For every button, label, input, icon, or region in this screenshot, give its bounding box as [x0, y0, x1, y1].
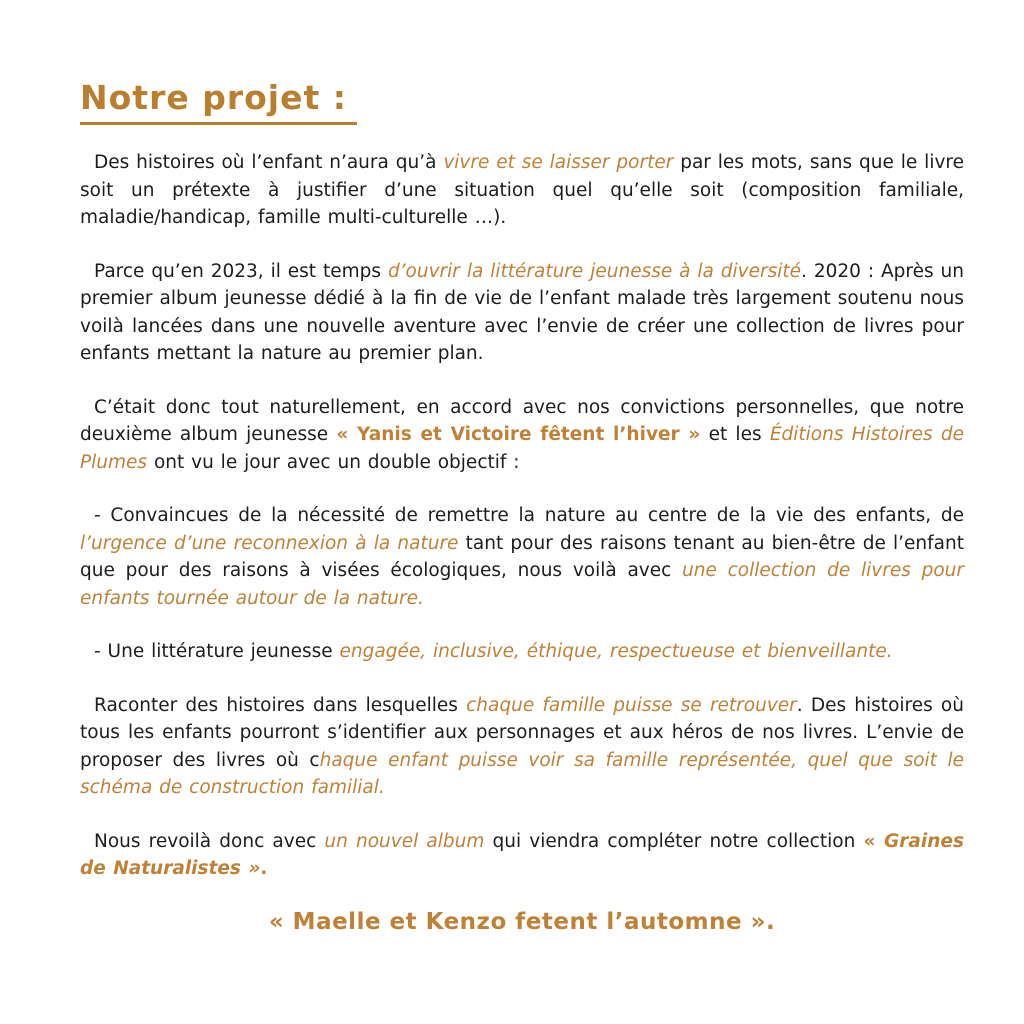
text-segment: ont vu le jour avec un double objectif :	[147, 451, 520, 473]
text-segment: tant pour des raisons tenant au bien-être de l’enfant que pour des raisons à visées écologiques, nous voilà avec	[80, 532, 964, 582]
closing-line: « Maelle et Kenzo fetent l’automne ».	[268, 908, 776, 935]
text-segment: qui viendra compléter notre collection	[484, 830, 864, 852]
document-content	[80, 80, 964, 935]
text-segment: Des histoires où l’enfant n’aura qu’à	[94, 152, 444, 174]
page-title: Notre projet :	[80, 80, 357, 125]
paragraph	[80, 258, 964, 368]
paragraph	[80, 394, 964, 477]
paragraph	[80, 638, 964, 666]
text-segment: par les mots, sans que le livre soit un prétexte à justifier d’une situation quel qu’elle soit (composition familiale, maladie/handicap, famille multi-culturelle …).	[80, 152, 964, 229]
text-segment: haque enfant puisse voir sa famille représentée, quel que soit le schéma de construction familial.	[80, 749, 965, 799]
text-segment: un nouvel album	[324, 830, 485, 852]
text-segment: vivre et se laisser porter	[443, 152, 674, 174]
text-segment: l’urgence d’une reconnexion à la nature	[80, 532, 459, 554]
text-segment: et les	[700, 424, 770, 446]
text-segment: d’ouvrir la littérature jeunesse à la diversité	[387, 260, 802, 282]
text-segment: «	[863, 830, 885, 852]
text-segment: .	[260, 858, 268, 880]
text-segment: . 2020 : Après un premier album jeunesse dédié à la fin de vie de l’enfant malade très largement soutenu nous voilà lancées dans une nouvelle aventure avec l’envie de créer une collection de livres pour enfants mettant la nature au premier plan.	[80, 260, 964, 365]
paragraph	[80, 149, 964, 232]
text-segment: Éditions Histoires de Plumes	[80, 424, 965, 473]
paragraph	[80, 692, 964, 802]
text-segment: Raconter des histoires dans lesquelles	[94, 694, 467, 716]
paragraphs-container	[80, 149, 964, 883]
paragraph	[80, 828, 964, 883]
text-segment: Nous revoilà donc avec	[94, 830, 325, 852]
text-segment: . Des histoires où tous les enfants pourront s’identifier aux personnages et aux héros de nos livres. L’envie de proposer des livres où c	[80, 694, 964, 771]
text-segment: C’était donc tout naturellement, en accord avec nos convictions personnelles, que notre deuxième album jeunesse	[80, 396, 964, 446]
text-segment: « Yanis et Victoire fêtent l’hiver »	[336, 424, 701, 446]
text-segment: - Convaincues de la nécessité de remettre la nature au centre de la vie des enfants, de	[94, 505, 964, 527]
text-segment: - Une littérature jeunesse	[94, 641, 340, 663]
text-segment: Parce qu’en 2023, il est temps	[94, 260, 388, 282]
paragraph	[80, 502, 964, 612]
text-segment: Graines de Naturalistes »	[80, 830, 964, 880]
text-segment: une collection de livres pour enfants tournée autour de la nature.	[80, 560, 964, 609]
text-segment: engagée, inclusive, éthique, respectueuse et bienveillante.	[339, 641, 893, 663]
text-segment: chaque famille puisse se retrouver	[466, 694, 797, 716]
